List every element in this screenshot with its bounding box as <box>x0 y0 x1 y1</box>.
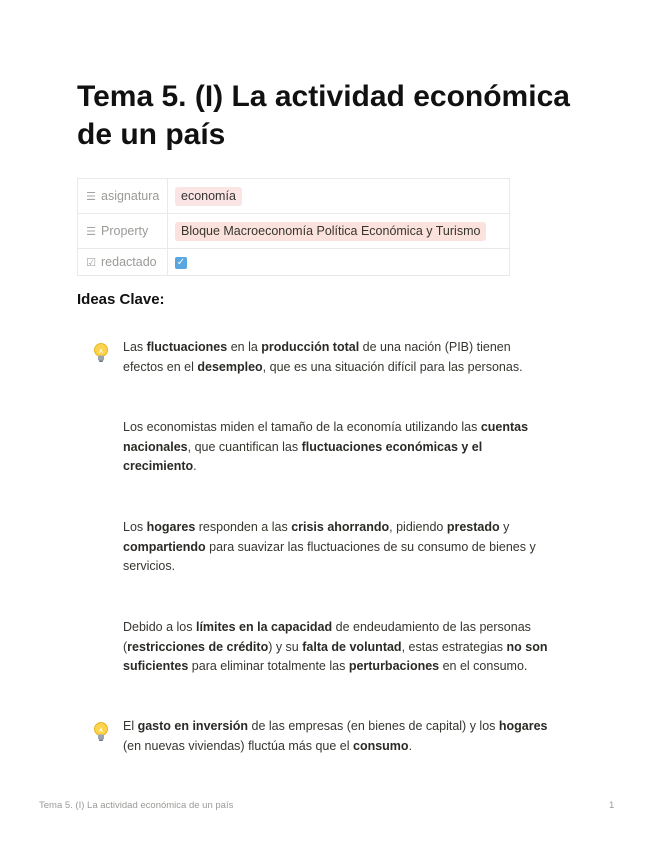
text-segment: de las empresas (en bienes de capital) y los <box>248 719 499 733</box>
properties-table <box>77 178 510 276</box>
text-segment: Debido a los <box>123 620 196 634</box>
section-heading: Ideas Clave: <box>77 291 165 308</box>
text-segment: . <box>408 738 413 753</box>
text-segment: (en nuevas viviendas) fluctúa más que el <box>123 738 353 753</box>
page-title: Tema 5. (I) La actividad económica de un país <box>77 80 570 151</box>
bold-term: restricciones de crédito <box>127 639 269 654</box>
text-segment: Los <box>123 520 147 534</box>
bold-term: no son suficientes <box>123 639 548 673</box>
text-segment: El <box>123 719 138 733</box>
property-tag-bloque[interactable]: Bloque Macroeconomía Política Económica y Turismo <box>175 222 486 241</box>
footer-title: Tema 5. (I) La actividad económica de un país <box>39 800 234 811</box>
bold-term: desempleo <box>197 359 263 374</box>
bold-term: consumo <box>353 738 409 753</box>
text-segment: y <box>499 520 510 534</box>
text-segment: Los economistas miden el tamaño de la economía utilizando las <box>123 420 481 434</box>
checkbox-icon: ☑ <box>86 257 96 269</box>
text-segment: responden a las <box>195 520 292 534</box>
key-idea-paragraph <box>123 418 553 477</box>
text-segment: Las <box>123 340 147 354</box>
lightbulb-icon <box>91 720 111 744</box>
property-key: asignatura <box>101 189 160 203</box>
text-segment: de endeudamiento de las personas ( <box>123 620 531 654</box>
key-idea-paragraph <box>123 717 553 756</box>
property-row-redactado <box>78 249 510 276</box>
text-segment: para suavizar las fluctuaciones de su consumo de bienes y servicios. <box>123 539 536 573</box>
text-segment: en la <box>227 340 262 354</box>
text-segment: , estas estrategias <box>401 639 507 654</box>
bold-term: prestado <box>446 520 500 534</box>
key-idea-paragraph <box>123 618 553 677</box>
bold-term: fluctuaciones <box>146 340 228 354</box>
text-segment: , pidiendo <box>389 520 447 534</box>
key-idea-paragraph <box>123 518 553 577</box>
text-segment: , que cuantifican las <box>187 439 302 454</box>
bold-term: compartiendo <box>123 539 206 554</box>
text-segment: , que es una situación difícil para las personas. <box>262 359 523 374</box>
property-tag-asignatura[interactable]: economía <box>175 187 242 206</box>
key-idea-paragraph <box>123 338 553 377</box>
bold-term: hogares <box>146 520 196 534</box>
text-segment: en el consumo. <box>439 659 528 673</box>
text-segment: para eliminar totalmente las <box>188 659 349 673</box>
bold-term: perturbaciones <box>348 659 440 673</box>
bold-term: falta de voluntad <box>302 639 402 654</box>
bold-term: producción total <box>261 340 360 354</box>
property-key: redactado <box>101 255 157 269</box>
list-icon: ☰ <box>86 226 96 238</box>
text-segment: ) y su <box>268 639 303 654</box>
property-row-property <box>78 214 510 249</box>
bold-term: cuentas nacionales <box>123 420 529 454</box>
bold-term: gasto en inversión <box>137 719 249 733</box>
text-segment: de una nación (PIB) tienen efectos en el <box>123 340 511 374</box>
page-number: 1 <box>609 800 615 811</box>
text-segment: . <box>193 459 197 473</box>
bold-term: hogares <box>498 719 548 733</box>
lightbulb-icon <box>91 341 111 365</box>
property-row-asignatura <box>78 179 510 214</box>
property-key: Property <box>101 224 149 238</box>
bold-term: crisis ahorrando <box>291 520 390 534</box>
list-icon: ☰ <box>86 191 96 203</box>
bold-term: fluctuaciones económicas y el crecimiento <box>123 439 483 473</box>
redactado-checkbox[interactable]: ✓ <box>176 256 186 268</box>
bold-term: límites en la capacidad <box>195 620 333 634</box>
